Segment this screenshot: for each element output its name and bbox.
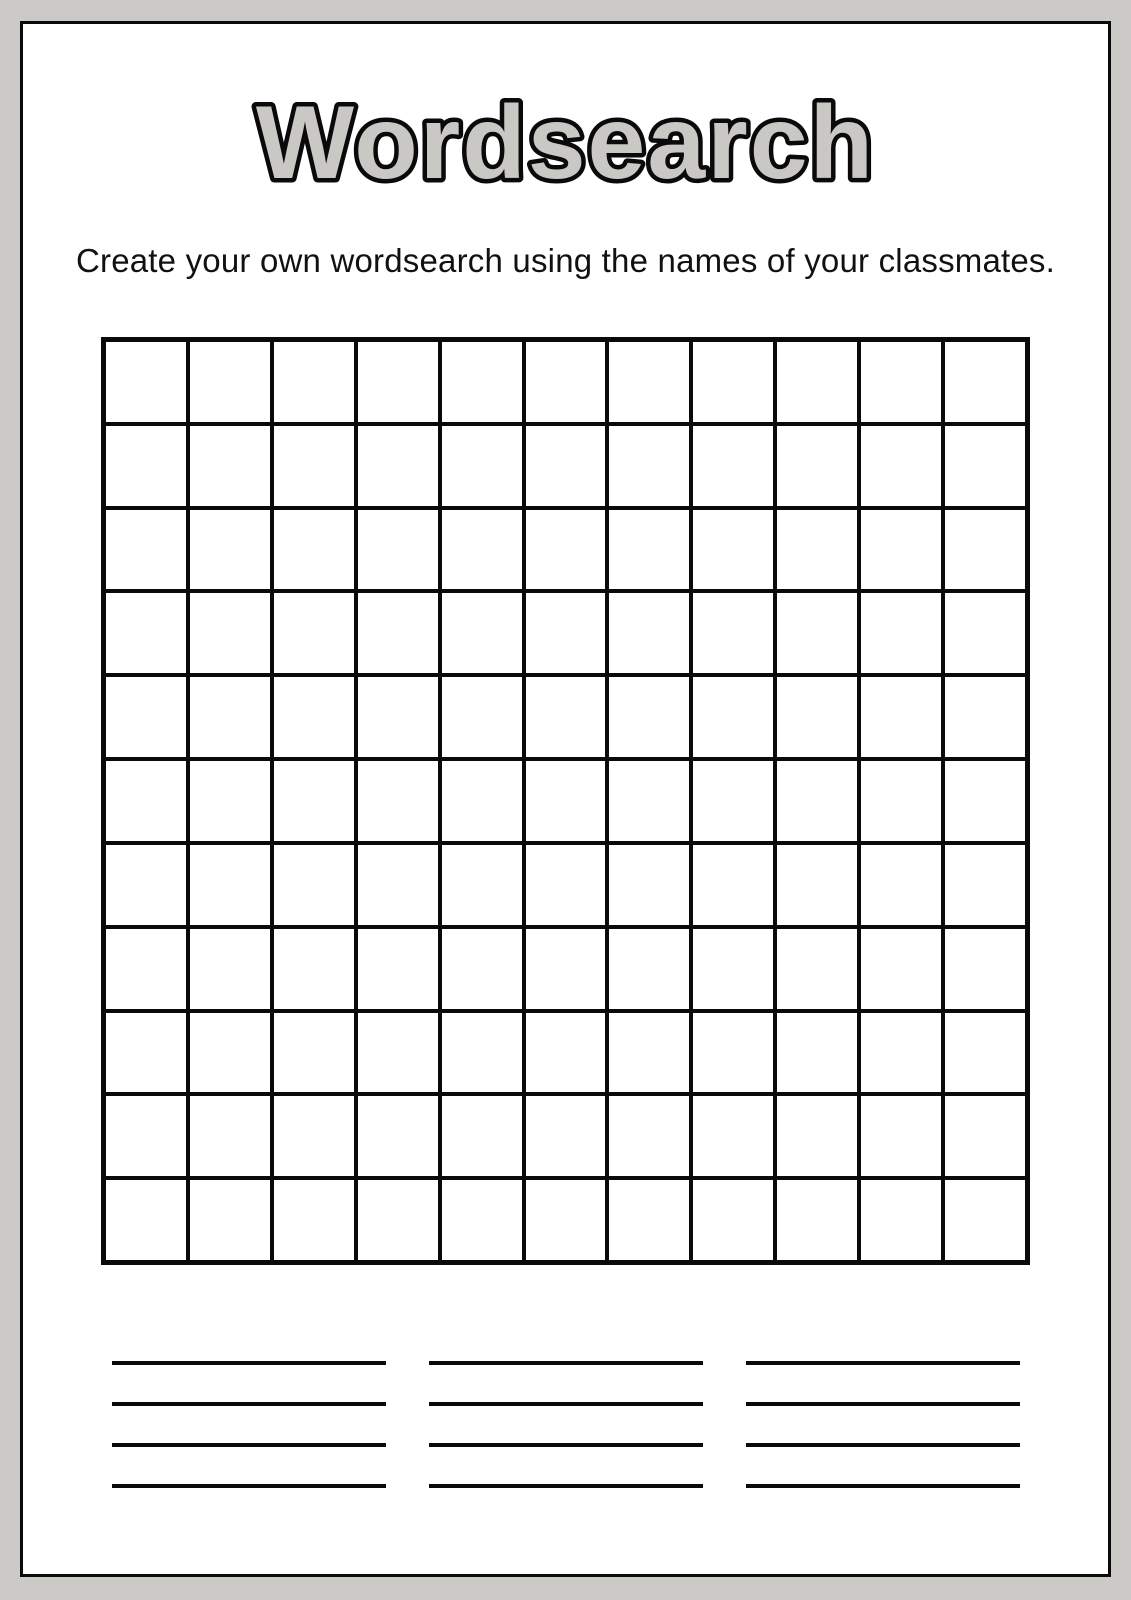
grid-cell — [693, 1013, 773, 1093]
grid-cell — [777, 426, 857, 506]
grid-cell — [526, 1013, 606, 1093]
grid-cell — [442, 761, 522, 841]
grid-cell — [106, 1096, 186, 1176]
grid-cell — [526, 677, 606, 757]
grid-cell — [777, 1013, 857, 1093]
grid-cell — [106, 593, 186, 673]
grid-cell — [358, 929, 438, 1009]
grid-cell — [526, 426, 606, 506]
answer-line — [746, 1484, 1020, 1488]
answer-column — [429, 1361, 703, 1488]
grid-cell — [693, 1180, 773, 1260]
grid-cell — [526, 510, 606, 590]
grid-cell — [274, 342, 354, 422]
grid-cell — [274, 1013, 354, 1093]
grid-cell — [777, 1096, 857, 1176]
grid-cell — [190, 845, 270, 925]
grid-cell — [693, 1096, 773, 1176]
grid-cell — [693, 510, 773, 590]
grid-cell — [274, 1180, 354, 1260]
grid-cell — [106, 845, 186, 925]
grid-cell — [274, 593, 354, 673]
grid-cell — [526, 593, 606, 673]
grid-cell — [358, 677, 438, 757]
grid-cell — [609, 677, 689, 757]
grid-cell — [945, 426, 1025, 506]
grid-cell — [861, 342, 941, 422]
grid-cell — [777, 342, 857, 422]
grid-cell — [190, 761, 270, 841]
grid-cell — [861, 845, 941, 925]
grid-cell — [526, 1180, 606, 1260]
grid-cell — [777, 1180, 857, 1260]
grid-cell — [106, 342, 186, 422]
grid-cell — [861, 1096, 941, 1176]
grid-cell — [609, 1180, 689, 1260]
grid-cell — [190, 342, 270, 422]
grid-cell — [274, 761, 354, 841]
grid-cell — [190, 426, 270, 506]
grid-cell — [945, 1096, 1025, 1176]
grid-cell — [274, 426, 354, 506]
grid-cell — [274, 929, 354, 1009]
grid-cell — [693, 426, 773, 506]
grid-cell — [861, 1013, 941, 1093]
grid-cell — [526, 845, 606, 925]
answer-column — [746, 1361, 1020, 1488]
grid-cell — [609, 426, 689, 506]
grid-cell — [861, 761, 941, 841]
grid-cell — [945, 761, 1025, 841]
grid-cell — [609, 1096, 689, 1176]
grid-cell — [609, 929, 689, 1009]
grid-cell — [358, 761, 438, 841]
grid-cell — [609, 342, 689, 422]
grid-cell — [190, 510, 270, 590]
grid-cell — [190, 1013, 270, 1093]
grid-cell — [609, 761, 689, 841]
grid-cell — [106, 677, 186, 757]
grid-cell — [190, 1180, 270, 1260]
answer-lines — [112, 1361, 1020, 1488]
grid-cell — [358, 593, 438, 673]
grid-cell — [609, 593, 689, 673]
grid-cell — [861, 510, 941, 590]
grid-cell — [358, 342, 438, 422]
answer-line — [429, 1443, 703, 1447]
grid-cell — [526, 929, 606, 1009]
worksheet-instructions: Create your own wordsearch using the names of your classmates. — [75, 242, 1056, 279]
answer-column — [112, 1361, 386, 1488]
worksheet-page — [20, 21, 1111, 1577]
grid-cell — [442, 1180, 522, 1260]
answer-line — [429, 1484, 703, 1488]
answer-line — [746, 1443, 1020, 1447]
grid-cell — [693, 677, 773, 757]
grid-cell — [190, 929, 270, 1009]
grid-cell — [609, 845, 689, 925]
grid-cell — [358, 510, 438, 590]
answer-line — [112, 1484, 386, 1488]
grid-cell — [945, 1180, 1025, 1260]
grid-cell — [442, 1096, 522, 1176]
grid-cell — [526, 761, 606, 841]
answer-line — [429, 1402, 703, 1406]
grid-cell — [442, 929, 522, 1009]
grid-cell — [442, 342, 522, 422]
grid-cell — [945, 845, 1025, 925]
grid-cell — [777, 929, 857, 1009]
grid-cell — [609, 1013, 689, 1093]
grid-cell — [526, 342, 606, 422]
grid-cell — [106, 1013, 186, 1093]
grid-cell — [777, 593, 857, 673]
grid-cell — [442, 1013, 522, 1093]
answer-line — [429, 1361, 703, 1365]
grid-cell — [609, 510, 689, 590]
grid-cell — [442, 593, 522, 673]
grid-cell — [442, 510, 522, 590]
worksheet-title — [23, 66, 1108, 216]
grid-cell — [442, 845, 522, 925]
grid-cell — [190, 1096, 270, 1176]
grid-cell — [106, 426, 186, 506]
grid-cell — [190, 593, 270, 673]
grid-cell — [693, 761, 773, 841]
answer-line — [112, 1443, 386, 1447]
grid-cell — [693, 845, 773, 925]
grid-cell — [861, 1180, 941, 1260]
grid-cell — [526, 1096, 606, 1176]
grid-cell — [945, 342, 1025, 422]
grid-cell — [861, 677, 941, 757]
grid-cell — [861, 426, 941, 506]
grid-cell — [358, 1096, 438, 1176]
grid-cell — [945, 593, 1025, 673]
grid-cell — [358, 1013, 438, 1093]
grid-cell — [777, 677, 857, 757]
grid-cell — [945, 1013, 1025, 1093]
grid-cell — [358, 845, 438, 925]
answer-line — [112, 1402, 386, 1406]
grid-cell — [274, 677, 354, 757]
grid-cell — [693, 342, 773, 422]
answer-line — [746, 1402, 1020, 1406]
grid-cell — [945, 677, 1025, 757]
grid-cell — [106, 1180, 186, 1260]
grid-cell — [861, 929, 941, 1009]
worksheet-title-text: Wordsearch — [255, 85, 876, 201]
grid-cell — [274, 1096, 354, 1176]
grid-cell — [106, 510, 186, 590]
grid-cell — [945, 929, 1025, 1009]
grid-cell — [106, 929, 186, 1009]
grid-cell — [777, 510, 857, 590]
grid-cell — [358, 426, 438, 506]
grid-cell — [777, 845, 857, 925]
wordsearch-grid — [101, 337, 1030, 1265]
grid-cell — [442, 677, 522, 757]
answer-line — [112, 1361, 386, 1365]
grid-cell — [274, 510, 354, 590]
grid-cell — [358, 1180, 438, 1260]
grid-cell — [861, 593, 941, 673]
grid-cell — [190, 677, 270, 757]
grid-cell — [693, 929, 773, 1009]
grid-cell — [777, 761, 857, 841]
answer-line — [746, 1361, 1020, 1365]
grid-cell — [693, 593, 773, 673]
grid-cell — [106, 761, 186, 841]
grid-cell — [442, 426, 522, 506]
grid-cell — [274, 845, 354, 925]
grid-cell — [945, 510, 1025, 590]
